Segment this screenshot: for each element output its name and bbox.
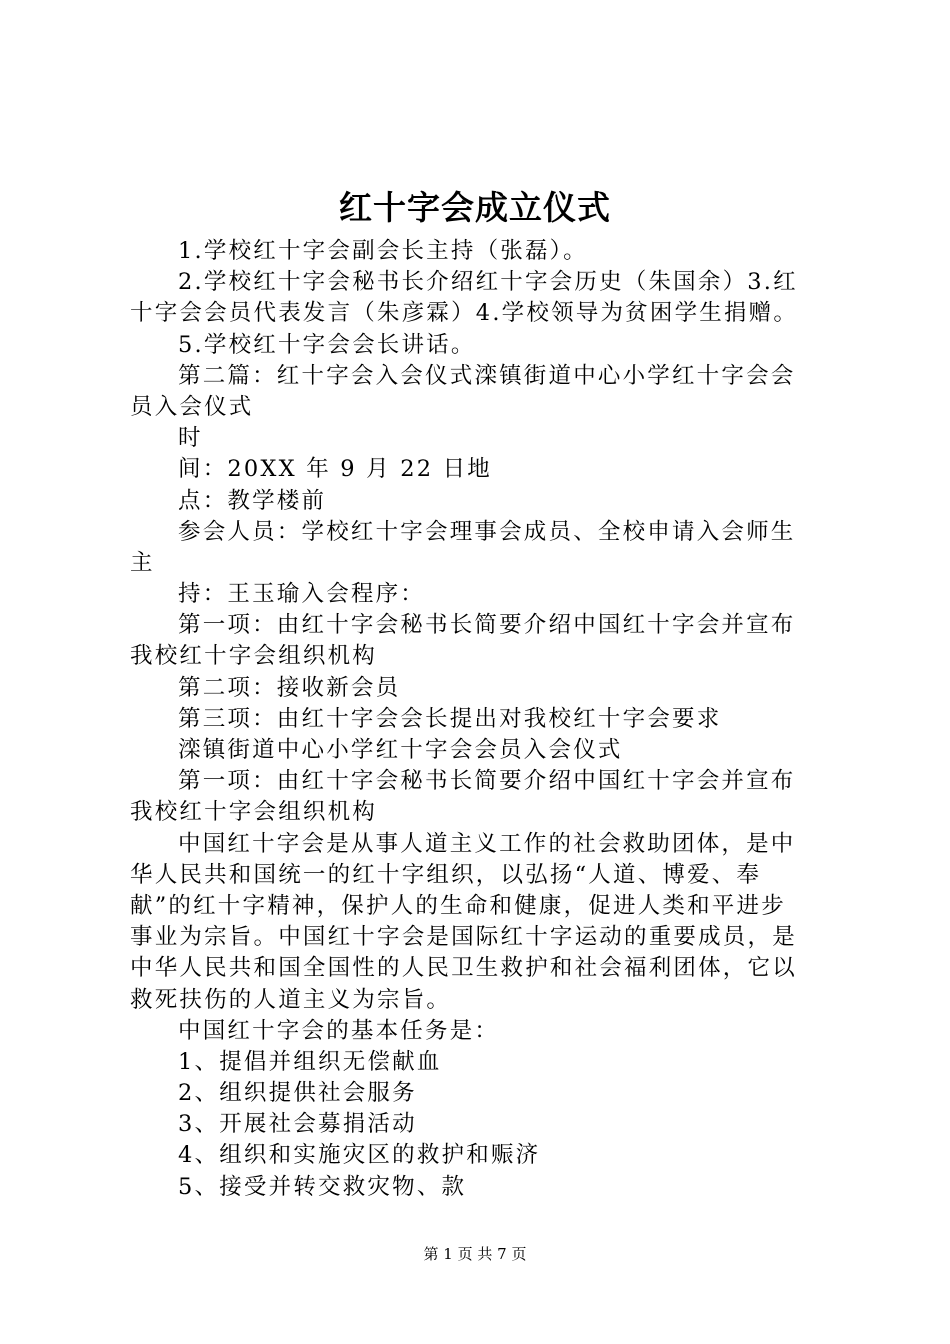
body-line: 第二篇：红十字会入会仪式滦镇街道中心小学红十字会会 <box>178 362 796 389</box>
body-line: 2.学校红十字会秘书长介绍红十字会历史（朱国余）3.红 <box>178 269 798 296</box>
body-line: 5.学校红十字会会长讲话。 <box>178 331 476 358</box>
document-body <box>130 236 830 1203</box>
page-footer: 第 1 页 共 7 页 <box>423 1245 527 1263</box>
body-line: 我校红十字会组织机构 <box>130 643 378 670</box>
body-line: 3、开展社会募捐活动 <box>178 1111 417 1138</box>
document-title: 红十字会成立仪式 <box>339 188 611 227</box>
body-line: 献”的红十字精神，保护人的生命和健康，促进人类和平进步 <box>130 892 786 919</box>
body-line: 中国红十字会是从事人道主义工作的社会救助团体，是中 <box>178 830 796 857</box>
body-line: 中国红十字会的基本任务是： <box>178 1017 500 1044</box>
body-line: 2、组织提供社会服务 <box>178 1080 417 1107</box>
body-line: 救死扶伤的人道主义为宗旨。 <box>130 986 452 1013</box>
body-line: 时 <box>178 425 203 452</box>
body-line: 中华人民共和国全国性的人民卫生救护和社会福利团体，它以 <box>130 955 797 982</box>
body-line: 第三项：由红十字会会长提出对我校红十字会要求 <box>178 705 722 732</box>
body-line: 第二项：接收新会员 <box>178 674 401 701</box>
body-line: 员入会仪式 <box>130 393 254 420</box>
body-line: 5、接受并转交救灾物、款 <box>178 1173 467 1200</box>
body-line: 华人民共和国统一的红十字组织，以弘扬“人道、博爱、奉 <box>130 861 762 888</box>
body-line: 4、组织和实施灾区的救护和赈济 <box>178 1142 541 1169</box>
body-line: 滦镇街道中心小学红十字会会员入会仪式 <box>178 737 623 763</box>
body-line: 事业为宗旨。中国红十字会是国际红十字运动的重要成员，是 <box>130 924 797 951</box>
body-line: 参会人员：学校红十字会理事会成员、全校申请入会师生 <box>178 518 796 545</box>
body-line: 1.学校红十字会副会长主持（张磊）。 <box>178 238 588 264</box>
body-line: 我校红十字会组织机构 <box>130 799 378 826</box>
body-line: 第一项：由红十字会秘书长简要介绍中国红十字会并宣布 <box>178 612 796 639</box>
body-line: 主 <box>130 549 155 576</box>
body-line: 1、提倡并组织无偿献血 <box>178 1048 442 1075</box>
body-line: 点：教学楼前 <box>178 487 327 514</box>
body-line: 十字会会员代表发言（朱彦霖）4.学校领导为贫困学生捐赠。 <box>130 300 799 327</box>
body-line: 持：王玉瑜入会程序： <box>178 581 426 608</box>
body-line: 间：20XX 年 9 月 22 日地 <box>178 456 492 483</box>
body-line: 第一项：由红十字会秘书长简要介绍中国红十字会并宣布 <box>178 768 796 795</box>
